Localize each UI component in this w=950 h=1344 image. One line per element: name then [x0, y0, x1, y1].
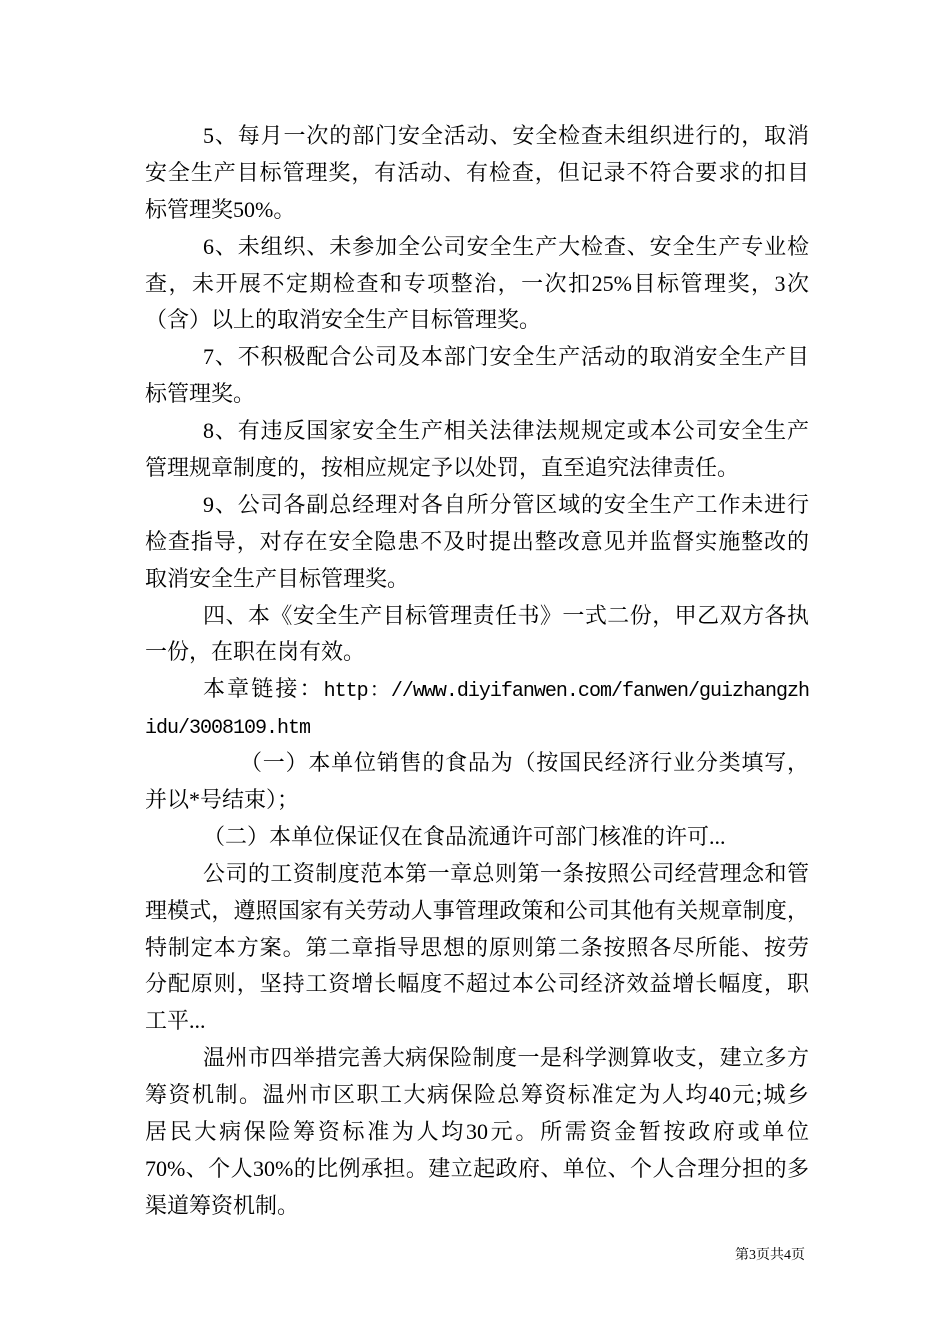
paragraph-line: 一份，在职在岗有效。 [145, 639, 366, 665]
excerpt-license-guarantee [145, 819, 809, 856]
excerpt-wenzhou-insurance [145, 1040, 809, 1224]
paragraph-line: 四、本《安全生产目标管理责任书》一式二份，甲乙双方各执 [203, 602, 809, 628]
paragraph-item-7 [145, 339, 809, 413]
paragraph-line: 8、有违反国家安全生产相关法律法规规定或本公司安全生产 [203, 418, 809, 444]
paragraph-line: 5、每月一次的部门安全活动、安全检查未组织进行的，取消 [203, 123, 809, 148]
paragraph-line: 7、不积极配合公司及本部门安全生产活动的取消安全生产目 [203, 344, 809, 370]
paragraph-line: 取消安全生产目标管理奖。 [145, 565, 410, 591]
chapter-link [145, 671, 809, 745]
paragraph-line: （含）以上的取消安全生产目标管理奖。 [145, 307, 542, 333]
link-label: 本章链接： [203, 676, 324, 702]
paragraph-item-8 [145, 413, 809, 487]
paragraph-line: 查，未开展不定期检查和专项整治，一次扣25%目标管理奖，3次 [145, 270, 809, 296]
link-line [145, 708, 809, 745]
paragraph-section-4 [145, 598, 809, 672]
paragraph-line: 管理规章制度的，按相应规定予以处罚，直至追究法律责任。 [145, 455, 740, 481]
paragraph-line: 标管理奖50%。 [145, 196, 296, 222]
paragraph-line: 分配原则，坚持工资增长幅度不超过本公司经济效益增长幅度，职 [145, 971, 809, 997]
paragraph-line: 工平... [145, 1008, 206, 1034]
excerpt-wage-system [145, 856, 809, 1040]
paragraph-line: 检查指导，对存在安全隐患不及时提出整改意见并监督实施整改的 [145, 528, 809, 554]
paragraph-line: 70%、个人30%的比例承担。建立起政府、单位、个人合理分担的多 [145, 1155, 809, 1181]
paragraph-line: 筹资机制。温州市区职工大病保险总筹资标准定为人均40元;城乡 [145, 1082, 809, 1108]
page-number: 第3页共4页 [735, 1248, 805, 1263]
paragraph-line: 理模式，遵照国家有关劳动人事管理政策和公司其他有关规章制度， [145, 897, 809, 923]
paragraph-line: 安全生产目标管理奖，有活动、有检查，但记录不符合要求的扣目 [145, 159, 809, 185]
paragraph-line: 9、公司各副总经理对各自所分管区域的安全生产工作未进行 [203, 491, 809, 517]
paragraph-line: 温州市四举措完善大病保险制度一是科学测算收支，建立多方 [203, 1045, 809, 1071]
paragraph-line: 公司的工资制度范本第一章总则第一条按照公司经营理念和管 [203, 860, 809, 886]
paragraph-line: 标管理奖。 [145, 381, 256, 407]
excerpt-food-category [145, 745, 809, 819]
paragraph-line: 特制定本方案。第二章指导思想的原则第二条按照各尽所能、按劳 [145, 934, 809, 960]
paragraph-item-6 [145, 229, 809, 340]
paragraph-line: （一）本单位销售的食品为（按国民经济行业分类填写， [240, 750, 809, 776]
paragraph-line: 渠道筹资机制。 [145, 1192, 300, 1218]
link-line [145, 671, 809, 708]
document-body [145, 118, 809, 1225]
paragraph-line: 并以*号结束）； [145, 787, 300, 813]
paragraph-line: 居民大病保险筹资标准为人均30元。所需资金暂按政府或单位 [145, 1119, 809, 1145]
link-url-continued: idu/3008109.htm [145, 717, 311, 741]
link-url: http：//www.diyifanwen.com/fanwen/guizhangzh [323, 680, 809, 704]
paragraph-line: 6、未组织、未参加全公司安全生产大检查、安全生产专业检 [203, 233, 809, 259]
paragraph-item-9 [145, 487, 809, 598]
paragraph-item-5 [145, 118, 809, 229]
paragraph-line: （二）本单位保证仅在食品流通许可部门核准的许可... [203, 823, 726, 849]
